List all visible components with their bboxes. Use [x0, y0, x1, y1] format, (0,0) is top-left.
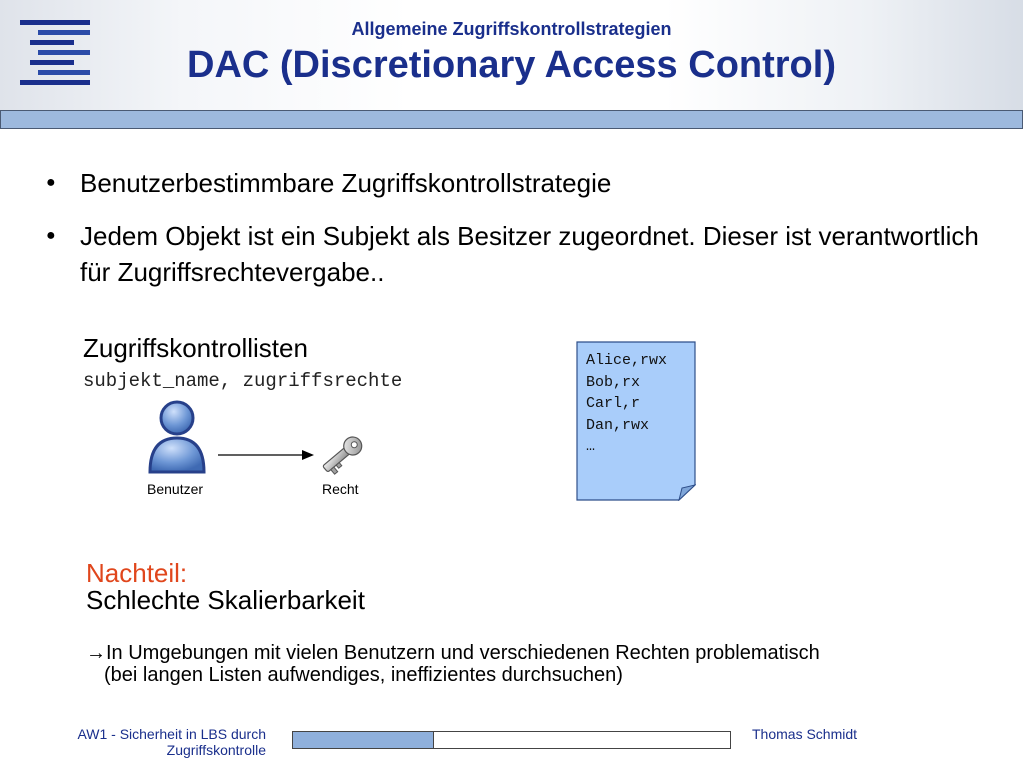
- slide-progress-fill: [293, 732, 434, 748]
- acl-entry: …: [586, 438, 596, 455]
- acl-format: subjekt_name, zugriffsrechte: [83, 370, 403, 392]
- arrow-right-icon: →: [86, 642, 106, 664]
- user-label: Benutzer: [147, 481, 204, 497]
- bullet-text: Jedem Objekt ist ein Subjekt als Besitzer zugeordnet. Dieser ist verantwortlich für Zugriffsrechtevergabe..: [80, 221, 979, 287]
- bullet-icon: ●: [46, 174, 56, 191]
- header-bar: [0, 110, 1023, 129]
- acl-entry: Dan,rwx: [586, 416, 650, 434]
- key-icon: [318, 434, 366, 476]
- drawback-note-text: In Umgebungen mit vielen Benutzern und verschiedenen Rechten problematisch: [106, 642, 820, 664]
- slide-kicker: Allgemeine Zugriffskontrollstrategien: [351, 19, 672, 39]
- drawback-label: Nachteil:: [86, 558, 188, 588]
- user-icon: [146, 398, 208, 476]
- arrow-icon: [218, 448, 314, 462]
- slide-title: DAC (Discretionary Access Control): [187, 44, 836, 86]
- footer-course: [20, 726, 266, 758]
- acl-title: Zugriffskontrollisten: [83, 333, 308, 363]
- acl-entry: Carl,r: [586, 395, 641, 412]
- acl-entry: Alice,rwx: [586, 352, 668, 369]
- right-label: Recht: [322, 481, 359, 497]
- drawback-text: Schlechte Skalierbarkeit: [86, 585, 365, 615]
- footer-course-line1: AW1 - Sicherheit in LBS durch: [77, 726, 266, 742]
- bullet-text: Benutzerbestimmbare Zugriffskontrollstrategie: [80, 168, 612, 198]
- footer-course-line2: Zugriffskontrolle: [166, 742, 266, 758]
- slide-progress: [292, 731, 731, 749]
- drawback-note-line1: [86, 642, 820, 665]
- acl-entries: [586, 350, 667, 458]
- bullet-icon: ●: [46, 227, 56, 244]
- acl-entry: Bob,rx: [586, 373, 641, 391]
- drawback-note-line2: (bei langen Listen aufwendiges, ineffizientes durchsuchen): [104, 664, 623, 686]
- footer-author: Thomas Schmidt: [752, 726, 858, 742]
